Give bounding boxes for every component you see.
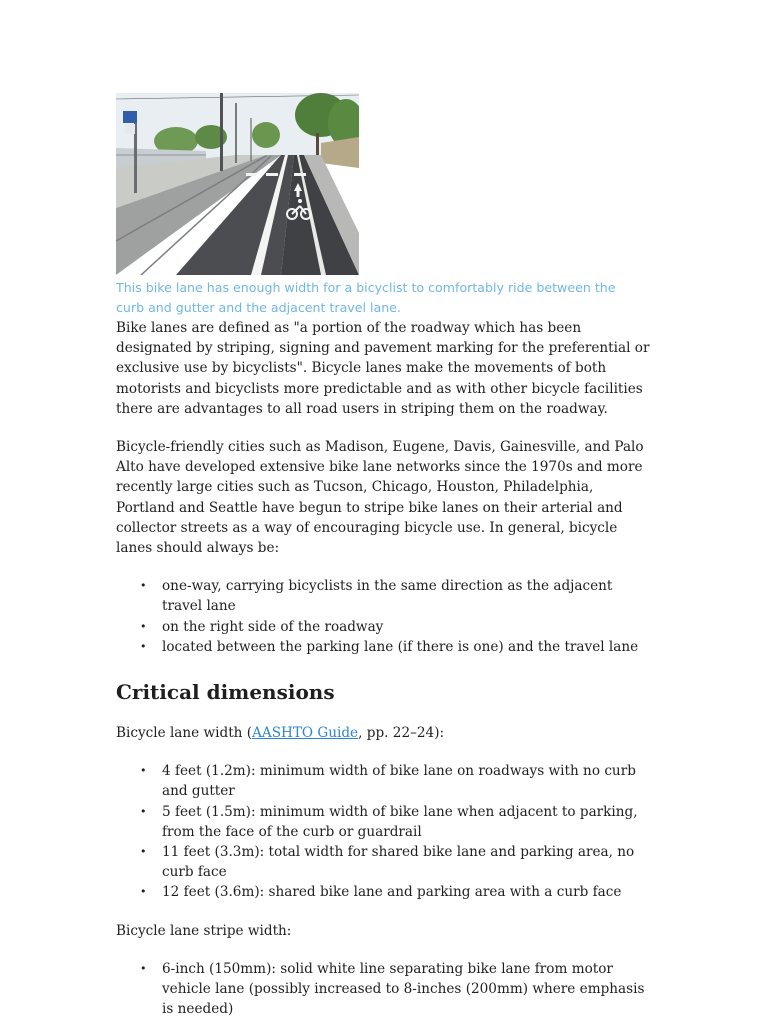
list-item: • 6-inch (150mm): solid white line separating bike lane from motor vehicle lane (possibly increased to 8-inches (200mm) where emphasis is needed) xyxy=(162,959,656,1020)
intro-paragraph-2: Bicycle-friendly cities such as Madison, Eugene, Davis, Gainesville, and Palo Alto have developed extensive bike lane networks since the 1970s and more recently large cities such as Tucson, Chicago, Houston, Philadelphia, Portland and Seattle have begun to stripe bike lanes on their arterial and collector streets as a way of encouraging bicycle use. In general, bicycle lanes should always be: xyxy=(116,439,644,557)
list-item: • one-way, carrying bicyclists in the same direction as the adjacent travel lane xyxy=(162,576,656,616)
intro-paragraph-1: Bike lanes are defined as "a portion of the roadway which has been designated by striping, signing and pavement marking for the preferential or exclusive use by bicyclists". Bicycle lanes make the movements of both motorists and bicyclists more predictable and as with other bicycle facilities there are advantages to all road users in striping them on the roadway. xyxy=(116,320,650,417)
width-intro-pages: , pp. 22–24): xyxy=(358,725,445,742)
list-item: • 11 feet (3.3m): total width for shared bike lane and parking area, no curb face xyxy=(162,842,656,882)
lane-requirements-list xyxy=(116,576,656,657)
photo-caption: This bike lane has enough width for a bicyclist to comfortably ride between the curb and gutter and the adjacent travel lane. xyxy=(116,280,616,315)
lane-width-list xyxy=(116,761,656,902)
document-page xyxy=(116,93,656,1019)
stripe-intro: Bicycle lane stripe width: xyxy=(116,922,292,939)
list-item: • on the right side of the roadway xyxy=(162,617,656,637)
width-intro xyxy=(116,723,656,743)
section-heading: Critical dimensions xyxy=(116,680,335,705)
aashto-guide-link[interactable]: AASHTO Guide xyxy=(252,725,359,742)
bike-lane-photo xyxy=(116,93,359,275)
list-item: • located between the parking lane (if there is one) and the travel lane xyxy=(162,637,656,657)
list-item: • 4 feet (1.2m): minimum width of bike lane on roadways with no curb and gutter xyxy=(162,761,656,801)
list-item: • 12 feet (3.6m): shared bike lane and parking area with a curb face xyxy=(162,882,656,902)
list-item: • 5 feet (1.5m): minimum width of bike lane when adjacent to parking, from the face of the curb or guardrail xyxy=(162,802,656,842)
stripe-width-list xyxy=(116,959,656,1020)
width-intro-text: Bicycle lane width ( xyxy=(116,725,253,742)
